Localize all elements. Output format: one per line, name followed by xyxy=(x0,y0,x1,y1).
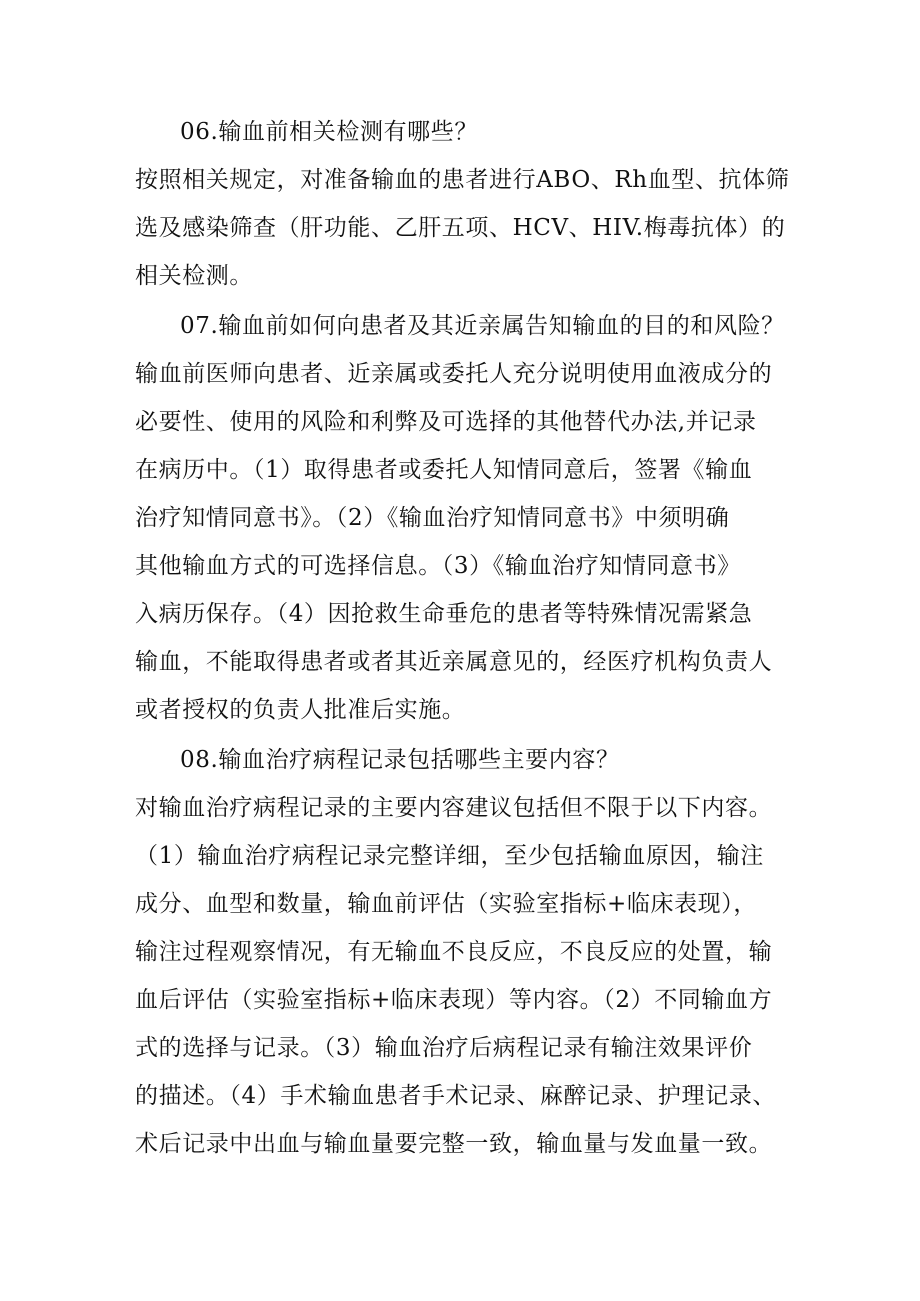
answer-07-line-7: 输血，不能取得患者或者其近亲属意见的，经医疗机构负责人 xyxy=(135,649,773,675)
question-07: 07.输血前如何向患者及其近亲属告知输血的目的和风险？ xyxy=(180,313,785,339)
answer-08-line-3: 成分、血型和数量，输血前评估（实验室指标+临床表现）， xyxy=(135,891,757,917)
answer-08-line-6: 式的选择与记录。（3）输血治疗后病程记录有输注效果评价 xyxy=(135,1035,753,1061)
answer-07-line-8: 或者授权的负责人批准后实施。 xyxy=(135,697,466,723)
answer-07-line-6: 入病历保存。（4）因抢救生命垂危的患者等特殊情况需紧急 xyxy=(135,601,753,627)
question-08: 08.输血治疗病程记录包括哪些主要内容？ xyxy=(180,747,620,773)
answer-08-line-7: 的描述。（4）手术输血患者手术记录、麻醉记录、护理记录、 xyxy=(135,1083,776,1109)
answer-07-line-1: 输血前医师向患者、近亲属或委托人充分说明使用血液成分的 xyxy=(135,361,773,387)
answer-08-line-5: 血后评估（实验室指标+临床表现）等内容。（2）不同输血方 xyxy=(135,987,773,1013)
answer-06-line-1: 按照相关规定，对准备输血的患者进行ABO、Rh血型、抗体筛 xyxy=(135,167,790,193)
answer-06-line-2: 选及感染筛查（肝功能、乙肝五项、HCV、HIV.梅毒抗体）的 xyxy=(135,215,786,241)
answer-08-line-4: 输注过程观察情况，有无输血不良反应，不良反应的处置，输 xyxy=(135,939,773,965)
answer-07-line-4: 治疗知情同意书》。（2）《输血治疗知情同意书》中须明确 xyxy=(135,505,730,531)
answer-07-line-2: 必要性、使用的风险和利弊及可选择的其他替代办法,并记录 xyxy=(135,409,757,435)
answer-07-line-5: 其他输血方式的可选择信息。（3）《输血治疗知情同意书》 xyxy=(135,553,741,579)
answer-06-line-3: 相关检测。 xyxy=(135,263,253,289)
answer-08-line-2: （1）输血治疗病程记录完整详细，至少包括输血原因，输注 xyxy=(135,843,764,869)
answer-08-line-8: 术后记录中出血与输血量要完整一致，输血量与发血量一致。 xyxy=(135,1131,773,1157)
answer-08-line-1: 对输血治疗病程记录的主要内容建议包括但不限于以下内容。 xyxy=(135,795,773,821)
question-06: 06.输血前相关检测有哪些？ xyxy=(180,119,478,145)
answer-07-line-3: 在病历中。（1）取得患者或委托人知情同意后，签署《输血 xyxy=(135,457,753,483)
